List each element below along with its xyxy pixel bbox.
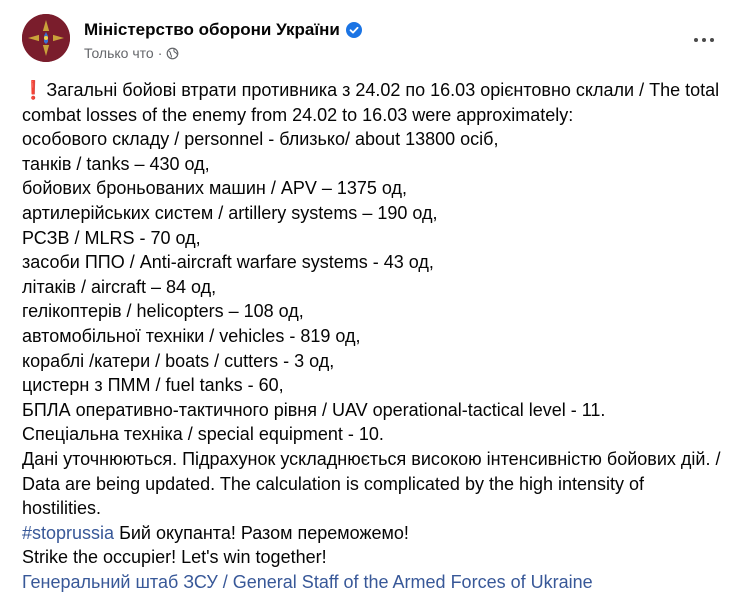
hashtag-link[interactable]: #stoprussia	[22, 522, 115, 543]
loss-line: Спеціальна техніка / special equipment - 10.	[22, 424, 384, 445]
emblem-avatar-icon	[22, 14, 70, 62]
loss-line: РСЗВ / MLRS - 70 од,	[22, 227, 201, 248]
loss-line: бойових броньованих машин / APV – 1375 од,	[22, 178, 408, 199]
post-header	[22, 14, 722, 70]
loss-line: танків / tanks – 430 од,	[22, 153, 210, 174]
slogan-en: Strike the occupier! Let's win together!	[22, 547, 327, 568]
more-dot	[694, 38, 698, 42]
more-dot	[710, 38, 714, 42]
exclamation-icon: ❗	[22, 80, 45, 100]
loss-line: кораблі /катери / boats / cutters - 3 од,	[22, 350, 335, 371]
loss-line: цистерн з ПММ / fuel tanks - 60,	[22, 375, 284, 396]
page-name-text[interactable]: Міністерство оборони України	[84, 20, 340, 39]
page-avatar[interactable]	[22, 14, 70, 62]
post-meta	[84, 45, 179, 61]
loss-line: особового складу / personnel - близько/ about 13800 осіб,	[22, 129, 499, 150]
page-name[interactable]	[84, 20, 362, 40]
intro-paragraph	[22, 78, 727, 127]
meta-separator: ·	[157, 45, 163, 61]
loss-line: автомобільної техніки / vehicles - 819 од,	[22, 325, 361, 346]
more-options-icon[interactable]	[686, 22, 722, 58]
verified-badge-icon	[346, 22, 362, 38]
hashtag-line	[22, 521, 727, 546]
update-note: Дані уточнюються. Підрахунок ускладнюється високою інтенсивністю бойових дій. / Data are being updated. The calculation is complicated by the high intensity of hostilities.	[22, 448, 721, 519]
loss-line: артилерійських систем / artillery systems – 190 од,	[22, 202, 438, 223]
post-body	[22, 78, 727, 594]
loss-line: засоби ППО / Anti-aircraft warfare systems - 43 од,	[22, 252, 434, 273]
loss-line: літаків / aircraft – 84 од,	[22, 276, 217, 297]
post-timestamp[interactable]: Только что	[84, 45, 154, 61]
intro-text: Загальні бойові втрати противника з 24.02 по 16.03 орієнтовно склали / The total combat losses of the enemy from 24.02 to 16.03 were approximately:	[22, 80, 720, 125]
loss-line: БПЛА оперативно-тактичного рівня / UAV operational-tactical level - 11.	[22, 399, 606, 420]
loss-line: гелікоптерів / helicopters – 108 од,	[22, 301, 304, 322]
globe-icon[interactable]	[166, 47, 179, 60]
more-dot	[702, 38, 706, 42]
hashtag-text: Бий окупанта! Разом переможемо!	[114, 522, 409, 543]
source-link[interactable]: Генеральний штаб ЗСУ / General Staff of the Armed Forces of Ukraine	[22, 571, 593, 592]
